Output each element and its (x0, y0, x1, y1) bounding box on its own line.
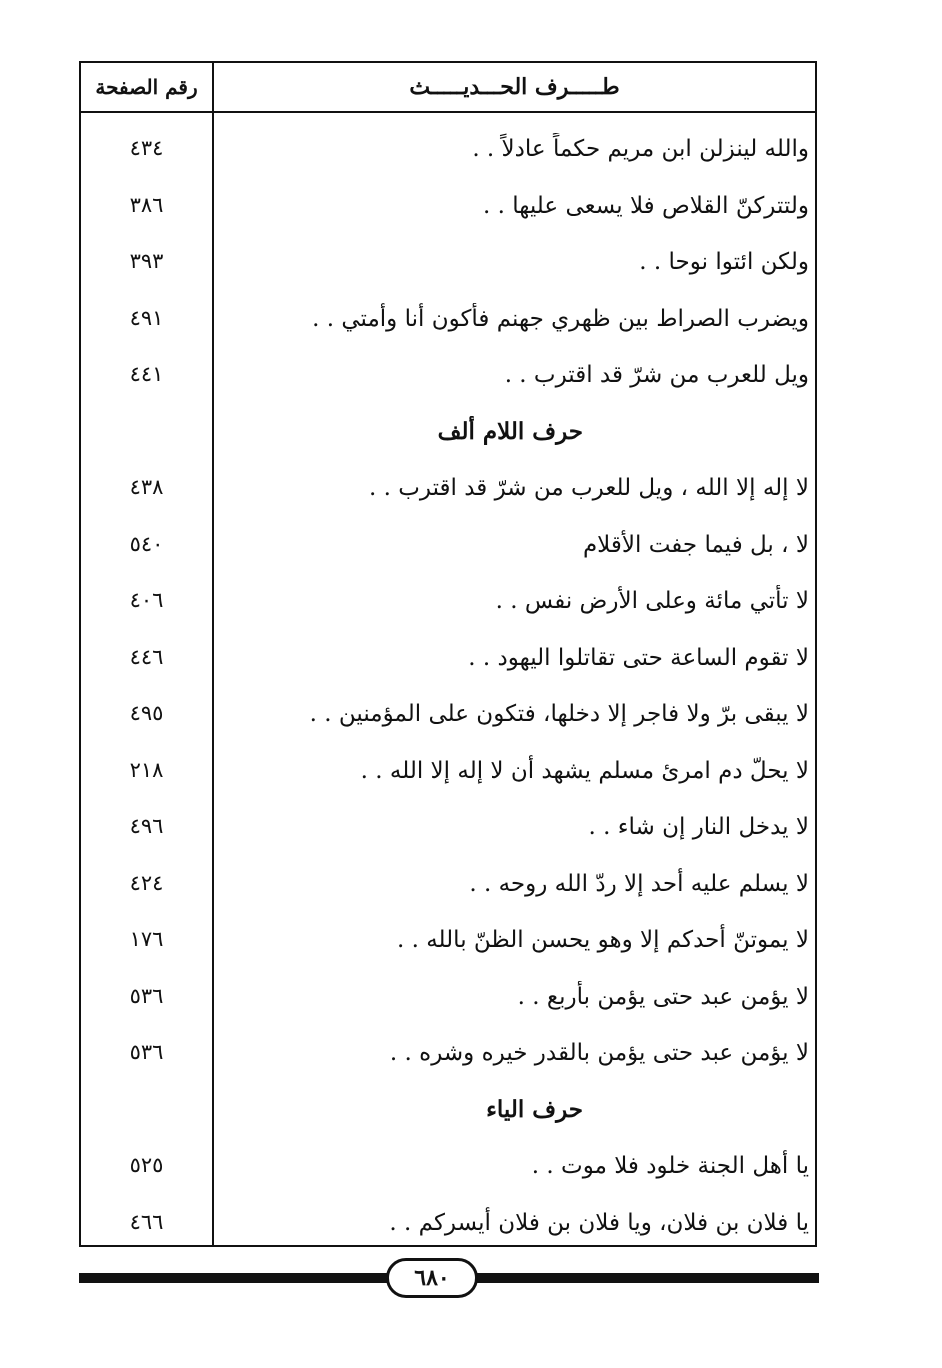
page-reference: ٥٣٦ (129, 1040, 164, 1064)
table-row (81, 240, 815, 297)
table-row (81, 127, 815, 184)
hadith-text: يا أهل الجنة خلود فلا موت . . (531, 1153, 809, 1179)
header-hadith-column: طـــــرف الحـــديـــــث (409, 74, 620, 100)
page-reference: ٤٤١ (129, 362, 164, 386)
table-row (81, 466, 815, 523)
page-reference: ٥٣٦ (129, 983, 164, 1008)
table-row (81, 636, 815, 693)
page-reference: ٤٩٦ (129, 814, 164, 838)
page-reference: ٤٩١ (129, 305, 164, 330)
page-reference: ٤٠٦ (129, 588, 164, 612)
table-row (81, 297, 815, 354)
table-row (81, 749, 815, 806)
hadith-text: والله لينزلن ابن مريم حكماً عادلاً . . (472, 136, 809, 162)
table-row (81, 805, 815, 862)
table-row (81, 353, 815, 410)
table-row (81, 184, 815, 241)
table-body (81, 127, 815, 1257)
hadith-text: لا يؤمن عبد حتى يؤمن بالقدر خيره وشره . . (389, 1040, 809, 1066)
page-reference: ٥٢٥ (129, 1153, 164, 1177)
table-row (81, 523, 815, 580)
hadith-text: لا يسلم عليه أحد إلا ردّ الله روحه . . (469, 870, 809, 897)
page-reference: ٤٦٦ (129, 1209, 164, 1234)
hadith-text: لا تأتي مائة وعلى الأرض نفس . . (495, 588, 809, 614)
page-reference: ٣٨٦ (129, 192, 164, 217)
table-row (81, 862, 815, 919)
table-row (81, 579, 815, 636)
page-reference: ٥٤٠ (129, 531, 164, 556)
table-row (81, 1201, 815, 1258)
table-header (81, 63, 815, 113)
section-heading-row (81, 1088, 815, 1145)
page-reference: ٢١٨ (129, 757, 164, 782)
hadith-text: ولتتركنّ القلاص فلا يسعى عليها . . (483, 192, 809, 219)
hadith-text: لا إله إلا الله ، ويل للعرب من شرّ قد اقترب . . (369, 475, 809, 501)
hadith-text: لا يؤمن عبد حتى يؤمن بأربع . . (517, 983, 809, 1010)
page-reference: ٤٢٤ (129, 870, 164, 895)
index-table (79, 61, 817, 1247)
table-row (81, 918, 815, 975)
hadith-text: لا يحلّ دم امرئ مسلم يشهد أن لا إله إلا الله . . (360, 757, 809, 784)
table-row (81, 1144, 815, 1201)
section-heading: حرف الياء (486, 1095, 583, 1123)
table-row (81, 975, 815, 1032)
table-row (81, 1031, 815, 1088)
page-reference: ٣٩٣ (129, 249, 164, 273)
section-heading-row (81, 410, 815, 467)
hadith-text: يا فلان بن فلان، ويا فلان بن فلان أيسركم . . (389, 1209, 809, 1236)
hadith-text: ويل للعرب من شرّ قد اقترب . . (504, 362, 809, 388)
page-reference: ٤٣٨ (129, 475, 164, 499)
section-heading: حرف اللام ألف (437, 417, 583, 445)
hadith-text: لا تقوم الساعة حتى تقاتلوا اليهود . . (468, 644, 809, 671)
page-reference: ٤٤٦ (129, 644, 164, 669)
page-reference: ١٧٦ (129, 927, 164, 951)
hadith-text: لا يموتنّ أحدكم إلا وهو يحسن الظنّ بالله . . (396, 927, 809, 953)
table-row (81, 692, 815, 749)
header-page-column: رقم الصفحة (95, 75, 198, 99)
hadith-text: ويضرب الصراط بين ظهري جهنم فأكون أنا وأمتي . . (312, 305, 809, 332)
page-reference: ٤٣٤ (129, 136, 164, 160)
page-number: ٦٨٠ (386, 1258, 478, 1298)
hadith-text: لا ، بل فيما جفت الأقلام (582, 531, 809, 558)
hadith-text: ولكن ائتوا نوحا . . (639, 249, 809, 275)
hadith-text: لا يدخل النار إن شاء . . (588, 814, 809, 840)
hadith-text: لا يبقى برّ ولا فاجر إلا دخلها، فتكون على المؤمنين . . (309, 701, 809, 727)
page-reference: ٤٩٥ (129, 701, 164, 725)
